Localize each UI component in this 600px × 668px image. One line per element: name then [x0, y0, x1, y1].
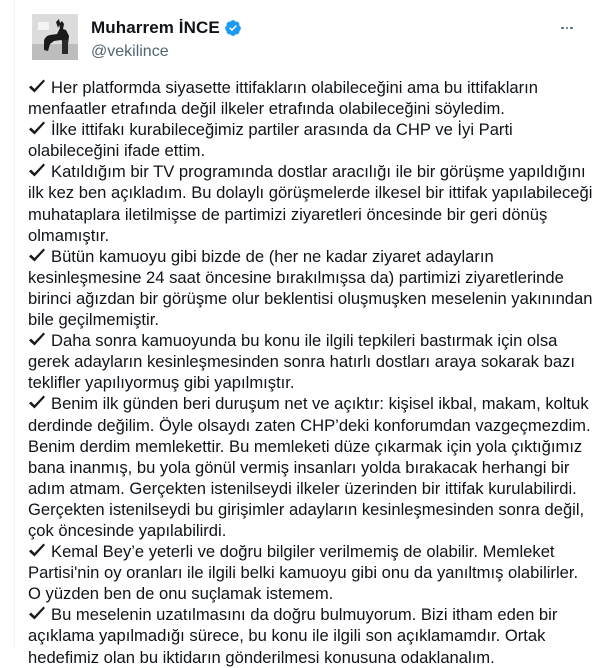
author-handle[interactable]: @vekilince — [91, 43, 169, 60]
paragraph-text: Bu meselenin uzatılmasını da doğru bulmuyorum. Bizi itham eden bir açıklama yapılmadığı sürece, bu konu ile ilgili son açıklamamdır. Ortak hedefimiz olan bu iktidarın gönderilmesi konusuna odaklanalım. — [28, 605, 558, 667]
check-mark-icon — [28, 78, 46, 94]
paragraph-text: Her platformda siyasette ittifakların olabileceğini ama bu ittifakların menfaatler etrafında değil ilkeler etrafında olabileceğini söyledim. — [28, 78, 538, 119]
check-mark-icon — [28, 120, 46, 136]
tweet-paragraph-1 — [28, 77, 593, 119]
paragraph-text: Katıldığım bir TV programında dostlar aracılığı ile bir görüşme yapıldığını ilk kez ben açıkladım. Bu dolaylı görüşmelerde ilkesel bir ittifak yapılabileceği muhataplara iletilmişse de partimizi ziyaretleri öncesinde bir geri dönüş olmamıştır. — [28, 162, 593, 245]
paragraph-text: Bütün kamuoyu gibi bizde de (her ne kadar ziyaret adayların kesinleşmesine 24 saat öncesine bırakılmışsa da) partimizi ziyaretlerinde birinci ağızdan bir görüşme olur beklentisi oluşmuşken meselenin yakınından bile geçilmemiştir. — [28, 246, 593, 330]
tweet-paragraph-3 — [28, 161, 593, 245]
more-options-button[interactable] — [556, 20, 578, 36]
check-mark-icon — [28, 331, 46, 347]
check-mark-icon — [28, 394, 46, 410]
tweet-paragraph-6 — [28, 393, 593, 541]
more-dot — [570, 27, 573, 30]
author-identity — [91, 17, 242, 61]
paragraph-text: Kemal Bey’e yeterli ve doğru bilgiler verilmemiş de olabilir. Memleket Partisi'nin oy oranları ile ilgili belki kamuoyu gibi onu da yanıltmış olabilirler. O yüzden ben de onu suçlamak istemem. — [28, 542, 579, 604]
more-horizontal-icon — [561, 27, 564, 30]
paragraph-text: İlke ittifakı kurabileceğimiz partiler arasında da CHP ve İyi Parti olabileceğini ifade ettim. — [28, 120, 513, 161]
tweet-header — [28, 0, 588, 72]
more-dot — [566, 27, 569, 30]
verified-badge-icon — [224, 19, 242, 37]
check-mark-icon — [28, 247, 46, 263]
avatar[interactable] — [32, 14, 78, 60]
tweet-paragraph-2 — [28, 119, 593, 161]
paragraph-text: Daha sonra kamuoyunda bu konu ile ilgili tepkileri bastırmak için olsa gerek adayların kesinleşmesinden sonra hatırlı dostları araya sokarak bazı teklifler yapılıyormuş gibi yapılmıştır. — [28, 331, 575, 393]
name-row — [91, 17, 242, 39]
tweet-text — [28, 77, 593, 668]
left-divider — [14, 0, 15, 647]
display-name[interactable]: Muharrem İNCE — [91, 18, 220, 37]
tweet-paragraph-5 — [28, 330, 593, 393]
tweet-paragraph-7 — [28, 541, 593, 604]
check-mark-icon — [28, 605, 46, 621]
tweet-paragraph-8 — [28, 604, 593, 667]
check-mark-icon — [28, 542, 46, 558]
check-mark-icon — [28, 162, 46, 178]
paragraph-text: Benim ilk günden beri duruşum net ve açıktır: kişisel ikbal, makam, koltuk derdinde değilim. Öyle olsaydı zaten CHP’deki konforumdan vazgeçmezdim. Benim derdim memlekettir. Bu memleketi düze çıkarmak için yola çıktığımız bana inanmış, bu yola gönül vermiş insanları yolda bırakacak herhangi bir adım atmam. Gerçekten istenilseydi ilkeler üzerinden bir ittifak kurulabilirdi. Gerçekten istenilseydi bu girişimler adayların kesinleşmesinden sonra değil, çok öncesinde yapılabilirdi. — [28, 394, 591, 540]
tweet-paragraph-4 — [28, 246, 593, 330]
avatar-horseman-statue-icon — [32, 14, 78, 60]
tweet — [28, 0, 593, 667]
